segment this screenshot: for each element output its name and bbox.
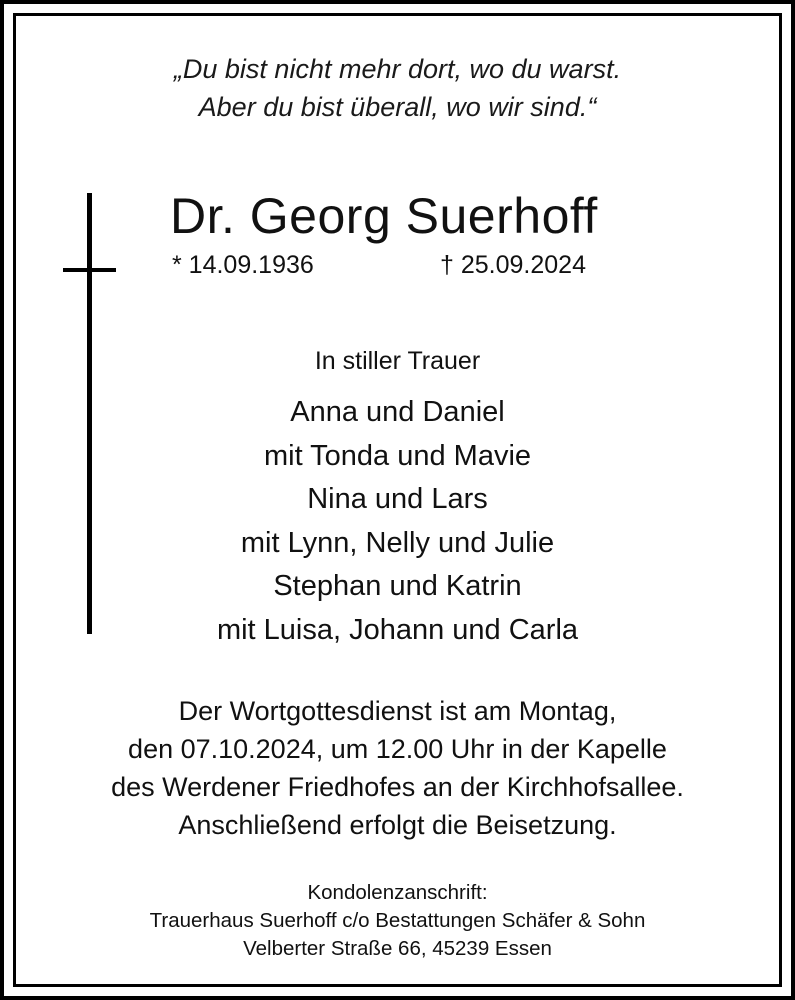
mourner-line: Stephan und Katrin: [273, 570, 522, 603]
service-line: Anschließend erfolgt die Beisetzung.: [178, 810, 617, 840]
quote-line-1: „Du bist nicht mehr dort, wo du warst.: [173, 54, 622, 84]
cross-icon-bar: [63, 268, 116, 272]
deceased-name: Dr. Georg Suerhoff: [170, 188, 598, 244]
quote-line-2: Aber du bist überall, wo wir sind.“: [198, 92, 597, 122]
mourner-line: mit Tonda und Mavie: [263, 439, 532, 472]
mourner-line: mit Luisa, Johann und Carla: [216, 613, 579, 646]
death-date: † 25.09.2024: [440, 251, 586, 279]
mourner-line: mit Lynn, Nelly und Julie: [240, 526, 555, 559]
condolence-line-2: Velberter Straße 66, 45239 Essen: [243, 937, 552, 960]
mourners-list: [0, 391, 795, 653]
mourning-intro: In stiller Trauer: [314, 347, 481, 375]
quote: [0, 50, 795, 126]
service-line: des Werdener Friedhofes an der Kirchhofsallee.: [111, 772, 684, 802]
mourner-line: Anna und Daniel: [290, 396, 505, 428]
condolence-line-1: Trauerhaus Suerhoff c/o Bestattungen Schäfer & Sohn: [149, 909, 646, 932]
service-line: Der Wortgottesdienst ist am Montag,: [178, 696, 617, 726]
mourner-line: Nina und Lars: [307, 483, 488, 516]
service-line: den 07.10.2024, um 12.00 Uhr in der Kapelle: [128, 734, 667, 764]
condolence-label: Kondolenzanschrift:: [307, 881, 488, 904]
service-info: [0, 692, 795, 844]
birth-date: * 14.09.1936: [172, 251, 314, 279]
condolence-address: [0, 879, 795, 963]
